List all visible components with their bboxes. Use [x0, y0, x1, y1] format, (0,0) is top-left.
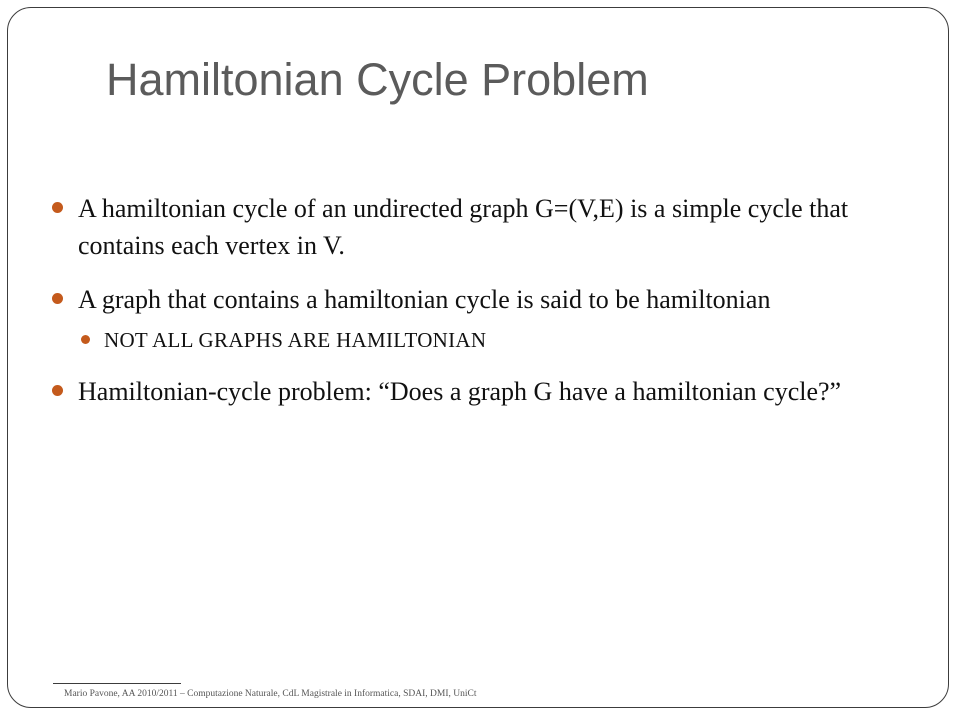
bullet-item: [50, 190, 900, 264]
sub-bullet-dot-icon: [81, 335, 90, 344]
bullet-item: [50, 373, 900, 410]
bullet-text: A hamiltonian cycle of an undirected graph G=(V,E) is a simple cycle that contains each vertex in V.: [78, 194, 849, 260]
bullet-text: Hamiltonian-cycle problem: “Does a graph G have a hamiltonian cycle?”: [78, 377, 842, 406]
bullet-text: A graph that contains a hamiltonian cycle is said to be hamiltonian: [78, 285, 771, 314]
slide-title: Hamiltonian Cycle Problem: [106, 54, 649, 105]
bullet-item: [50, 281, 900, 318]
slide-body: [50, 190, 900, 427]
bullet-dot-icon: [52, 293, 63, 304]
sub-bullet-item: [50, 325, 900, 355]
bullet-dot-icon: [52, 202, 63, 213]
footer-divider: [53, 683, 181, 684]
bullet-dot-icon: [52, 385, 63, 396]
sub-bullet-text: NOT ALL GRAPHS ARE HAMILTONIAN: [104, 328, 487, 352]
slide-footer: Mario Pavone, AA 2010/2011 – Computazione Naturale, CdL Magistrale in Informatica, SDAI, DMI, UniCt: [64, 689, 477, 699]
